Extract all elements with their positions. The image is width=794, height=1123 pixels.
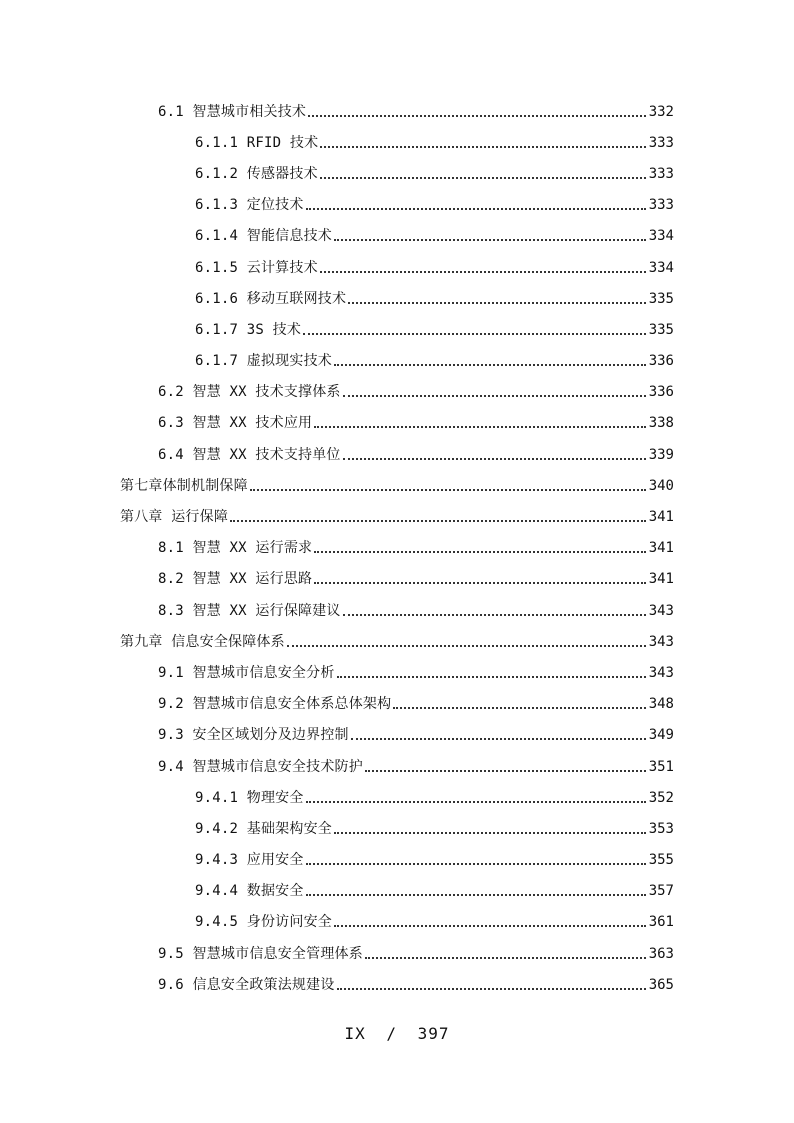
toc-entry-title: 9.5 智慧城市信息安全管理体系 (158, 945, 363, 962)
toc-entry-title: 9.4.4 数据安全 (195, 883, 304, 900)
toc-entry[interactable] (0, 501, 794, 532)
toc-entry[interactable] (0, 439, 794, 470)
toc-entry-title: 9.4.3 应用安全 (195, 852, 304, 869)
toc-dot-leader (314, 582, 646, 584)
toc-dot-leader (334, 239, 646, 241)
toc-entry-page: 338 (648, 415, 674, 432)
toc-entry-page: 333 (648, 165, 674, 182)
toc-entry[interactable] (0, 283, 794, 314)
toc-dot-leader (320, 177, 646, 179)
toc-entry-title: 9.6 信息安全政策法规建设 (158, 976, 335, 993)
toc-dot-leader (393, 707, 646, 709)
toc-entry[interactable] (0, 720, 794, 751)
toc-entry-page: 351 (648, 758, 674, 775)
toc-entry-title: 8.1 智慧 XX 运行需求 (158, 540, 313, 557)
toc-dot-leader (306, 863, 646, 865)
toc-entry[interactable] (0, 845, 794, 876)
toc-dot-leader (320, 271, 646, 273)
toc-entry-page: 333 (648, 197, 674, 214)
toc-entry-page: 341 (648, 509, 674, 526)
toc-dot-leader (308, 115, 646, 117)
toc-entry-page: 335 (648, 290, 674, 307)
toc-entry-title: 9.2 智慧城市信息安全体系总体架构 (158, 696, 392, 713)
toc-entry-page: 336 (648, 384, 674, 401)
toc-entry-page: 332 (648, 103, 674, 120)
toc-entry-page: 343 (648, 664, 674, 681)
table-of-contents (0, 96, 794, 1000)
toc-entry-page: 333 (648, 134, 674, 151)
toc-entry-page: 363 (648, 945, 674, 962)
toc-entry-title: 6.1.6 移动互联网技术 (195, 290, 347, 307)
toc-entry-page: 355 (648, 852, 674, 869)
toc-entry-page: 352 (648, 789, 674, 806)
toc-entry[interactable] (0, 158, 794, 189)
toc-entry-page: 335 (648, 321, 674, 338)
toc-dot-leader (348, 302, 646, 304)
toc-entry[interactable] (0, 969, 794, 1000)
toc-entry-title: 6.1.7 虚拟现实技术 (195, 353, 332, 370)
toc-entry-title: 6.2 智慧 XX 技术支撑体系 (158, 384, 341, 401)
toc-entry[interactable] (0, 751, 794, 782)
toc-dot-leader (343, 614, 646, 616)
toc-entry-title: 9.4.2 基础架构安全 (195, 820, 332, 837)
toc-entry-title: 6.1.4 智能信息技术 (195, 228, 332, 245)
toc-dot-leader (365, 957, 646, 959)
toc-dot-leader (306, 208, 646, 210)
toc-entry-title: 6.1.3 定位技术 (195, 197, 304, 214)
toc-entry-title: 第七章体制机制保障 (120, 477, 248, 494)
toc-entry-title: 9.4.1 物理安全 (195, 789, 304, 806)
toc-entry[interactable] (0, 782, 794, 813)
page-number-separator: / (386, 1024, 397, 1043)
page-number-current: IX (344, 1024, 366, 1043)
toc-entry-page: 361 (648, 914, 674, 931)
toc-dot-leader (287, 645, 646, 647)
toc-entry[interactable] (0, 346, 794, 377)
toc-entry-title: 9.4.5 身份访问安全 (195, 914, 332, 931)
toc-dot-leader (365, 770, 646, 772)
toc-entry-title: 6.1.1 RFID 技术 (195, 134, 319, 151)
toc-entry-page: 343 (648, 602, 674, 619)
toc-entry[interactable] (0, 408, 794, 439)
toc-entry[interactable] (0, 221, 794, 252)
toc-entry-page: 343 (648, 633, 674, 650)
toc-dot-leader (337, 988, 646, 990)
toc-entry-title: 9.1 智慧城市信息安全分析 (158, 664, 335, 681)
toc-dot-leader (343, 395, 646, 397)
toc-dot-leader (250, 489, 646, 491)
toc-dot-leader (337, 676, 646, 678)
toc-entry-title: 8.3 智慧 XX 运行保障建议 (158, 602, 341, 619)
toc-entry-page: 341 (648, 540, 674, 557)
toc-entry-page: 353 (648, 820, 674, 837)
toc-entry-title: 6.1.2 传感器技术 (195, 165, 318, 182)
page-number-total: 397 (417, 1024, 450, 1043)
toc-entry[interactable] (0, 876, 794, 907)
toc-entry-title: 6.1 智慧城市相关技术 (158, 103, 307, 120)
toc-entry-page: 336 (648, 353, 674, 370)
toc-dot-leader (314, 551, 646, 553)
toc-entry[interactable] (0, 470, 794, 501)
toc-dot-leader (314, 426, 646, 428)
toc-entry[interactable] (0, 533, 794, 564)
toc-dot-leader (306, 894, 646, 896)
toc-dot-leader (320, 146, 646, 148)
toc-entry-title: 第九章 信息安全保障体系 (120, 633, 285, 650)
toc-entry-title: 9.3 安全区域划分及边界控制 (158, 727, 349, 744)
toc-dot-leader (334, 832, 646, 834)
toc-entry[interactable] (0, 813, 794, 844)
toc-entry[interactable] (0, 314, 794, 345)
toc-entry[interactable] (0, 689, 794, 720)
toc-entry-page: 349 (648, 727, 674, 744)
toc-entry[interactable] (0, 907, 794, 938)
toc-entry[interactable] (0, 190, 794, 221)
toc-dot-leader (351, 738, 646, 740)
toc-entry[interactable] (0, 127, 794, 158)
toc-dot-leader (303, 333, 646, 335)
toc-entry-page: 365 (648, 976, 674, 993)
toc-entry[interactable] (0, 657, 794, 688)
toc-entry-page: 357 (648, 883, 674, 900)
toc-entry-title: 8.2 智慧 XX 运行思路 (158, 571, 313, 588)
toc-entry-title: 第八章 运行保障 (120, 509, 229, 526)
toc-entry-title: 6.1.7 3S 技术 (195, 321, 302, 338)
toc-entry-title: 6.4 智慧 XX 技术支持单位 (158, 446, 341, 463)
toc-entry[interactable] (0, 252, 794, 283)
toc-entry-page: 339 (648, 446, 674, 463)
toc-entry-page: 348 (648, 696, 674, 713)
page-number-footer (0, 1024, 794, 1043)
toc-entry[interactable] (0, 96, 794, 127)
toc-entry[interactable] (0, 626, 794, 657)
toc-entry[interactable] (0, 595, 794, 626)
toc-entry[interactable] (0, 938, 794, 969)
toc-entry-page: 334 (648, 259, 674, 276)
toc-dot-leader (334, 925, 646, 927)
toc-entry[interactable] (0, 377, 794, 408)
toc-entry-page: 334 (648, 228, 674, 245)
toc-dot-leader (306, 801, 646, 803)
toc-entry-title: 6.1.5 云计算技术 (195, 259, 318, 276)
toc-entry-title: 6.3 智慧 XX 技术应用 (158, 415, 313, 432)
toc-entry-page: 340 (648, 477, 674, 494)
toc-dot-leader (230, 520, 646, 522)
toc-entry[interactable] (0, 564, 794, 595)
toc-entry-page: 341 (648, 571, 674, 588)
toc-entry-title: 9.4 智慧城市信息安全技术防护 (158, 758, 363, 775)
toc-dot-leader (343, 458, 646, 460)
toc-dot-leader (334, 364, 646, 366)
